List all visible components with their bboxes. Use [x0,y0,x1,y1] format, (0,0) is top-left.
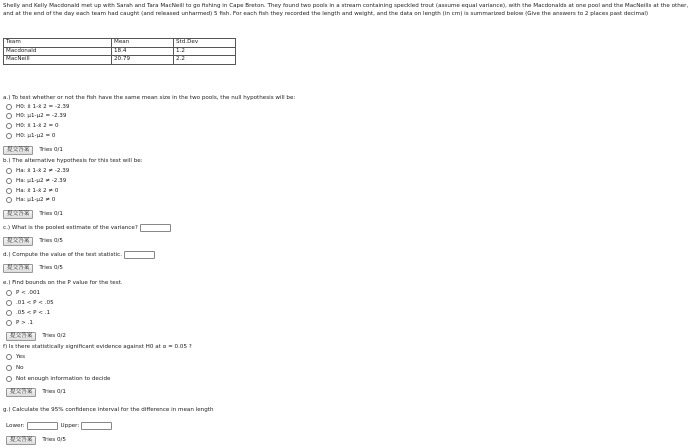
question-d-submit-row [3,263,63,273]
option-label: H0: x̄ 1-x̄ 2 = 0 [16,123,59,129]
table-cell: 20.79 [112,56,174,65]
question-a-option[interactable] [6,103,69,111]
table-header-cell: Mean [112,39,174,48]
option-label: Ha: x̄ 1-x̄ 2 ≠ -2.39 [16,168,70,174]
tries-counter: Tries 0/1 [39,147,63,153]
upper-bound-input[interactable] [81,422,112,430]
test-statistic-input[interactable] [124,251,155,259]
submit-answer-button[interactable]: 提交答案 [3,237,33,246]
radio-button[interactable] [6,354,12,360]
radio-button[interactable] [6,178,12,184]
question-b-option[interactable] [6,196,55,204]
question-a-submit-row [3,145,63,155]
submit-answer-button[interactable]: 提交答案 [6,436,36,445]
question-b-option[interactable] [6,177,66,185]
question-b-submit-row [3,209,63,219]
question-e-option[interactable] [6,309,50,317]
question-d-text: d.) Compute the value of the test statistic. [3,252,123,258]
radio-button[interactable] [6,123,12,129]
option-label: Yes [16,354,26,360]
question-e-submit-row [6,331,66,341]
submit-answer-button[interactable]: 提交答案 [6,332,36,341]
upper-label: Upper: [60,423,80,429]
radio-button[interactable] [6,104,12,110]
option-label: P < .001 [16,290,41,296]
question-c-submit-row [3,236,63,246]
table-cell: 2.2 [174,56,236,65]
tries-counter: Tries 0/5 [42,437,66,443]
tries-counter: Tries 0/1 [39,211,63,217]
radio-button[interactable] [6,168,12,174]
option-label: H0: μ1-μ2 = 0 [16,133,56,139]
table-header-cell: Team [4,39,112,48]
table-cell: 18.4 [112,47,174,56]
table-cell: 1.2 [174,47,236,56]
option-label: Ha: μ1-μ2 ≠ 0 [16,197,56,203]
option-label: H0: x̄ 1-x̄ 2 = -2.39 [16,104,70,110]
pooled-variance-input[interactable] [140,224,171,232]
question-c-row [3,223,171,233]
submit-answer-button[interactable]: 提交答案 [6,388,36,397]
table-cell: MacNeill [4,56,112,65]
submit-answer-button[interactable]: 提交答案 [3,264,33,273]
table-cell: Macdonald [4,47,112,56]
option-label: P > .1 [16,320,33,326]
radio-button[interactable] [6,365,12,371]
radio-button[interactable] [6,310,12,316]
option-label: Not enough information to decide [16,376,111,382]
option-label: Ha: μ1-μ2 ≠ -2.39 [16,178,67,184]
radio-button[interactable] [6,197,12,203]
summary-table [3,38,236,65]
lower-bound-input[interactable] [27,422,58,430]
question-f-option[interactable] [6,353,25,361]
radio-button[interactable] [6,320,12,326]
table-header-cell: Std.Dev [174,39,236,48]
question-f-option[interactable] [6,375,110,383]
tries-counter: Tries 0/5 [39,265,63,271]
question-d-row [3,250,155,260]
tries-counter: Tries 0/2 [42,333,66,339]
radio-button[interactable] [6,300,12,306]
radio-button[interactable] [6,133,12,139]
radio-button[interactable] [6,113,12,119]
option-label: .01 < P < .05 [16,300,54,306]
question-f-submit-row [6,387,66,397]
table-row [4,56,236,65]
confidence-interval-row [6,421,112,431]
lower-label: Lower: [6,423,25,429]
question-f-option[interactable] [6,364,24,372]
question-b-option[interactable] [6,167,69,175]
question-e-option[interactable] [6,289,40,297]
question-e-option[interactable] [6,299,54,307]
question-g-submit-row [6,435,66,445]
tries-counter: Tries 0/5 [39,238,63,244]
option-label: No [16,365,24,371]
option-label: Ha: x̄ 1-x̄ 2 ≠ 0 [16,188,59,194]
radio-button[interactable] [6,188,12,194]
radio-button[interactable] [6,290,12,296]
question-a-option[interactable] [6,132,55,140]
option-label: .05 < P < .1 [16,310,51,316]
question-g-text: g.) Calculate the 95% confidence interval for the difference in mean length [3,407,214,413]
question-a-option[interactable] [6,122,59,130]
question-f-text: f) Is there statistically significant evidence against H0 at α = 0.05 ? [3,344,192,350]
question-c-text: c.) What is the pooled estimate of the variance? [3,225,138,231]
submit-answer-button[interactable]: 提交答案 [3,210,33,219]
table-header-row [4,39,236,48]
problem-intro: Shelly and Kelly Macdonald met up with Sarah and Tara MacNeill to go fishing in Cape Breton. They found two pools in a stream containing speckled trout (assume equal variance), with the Macdonalds at one pool and the MacNeills at the other, and at the end of the day each team had caught (and released unharmed) 5 fish. For each fish they recorded the length and weight, and the data on length (in cm) is summarized below (Give the answers to 2 places past decimal) [3,3,689,18]
question-e-option[interactable] [6,319,33,327]
tries-counter: Tries 0/1 [42,389,66,395]
table-row [4,47,236,56]
question-b-option[interactable] [6,187,58,195]
question-b-text: b.) The alternative hypothesis for this test will be: [3,158,143,164]
radio-button[interactable] [6,376,12,382]
option-label: H0: μ1-μ2 = -2.39 [16,113,67,119]
question-e-text: e.) Find bounds on the P value for the test. [3,280,123,286]
submit-answer-button[interactable]: 提交答案 [3,146,33,155]
question-a-option[interactable] [6,112,66,120]
question-a-text: a.) To test whether or not the fish have the same mean size in the two pools, the null hypothesis will be: [3,95,296,101]
